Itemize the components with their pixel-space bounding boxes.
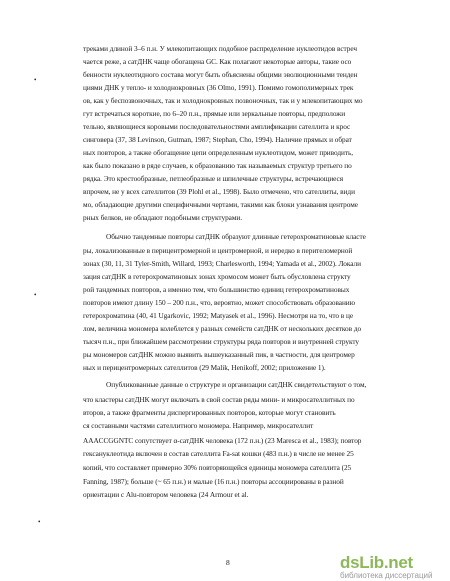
- watermark-logo: dsLib.net: [340, 553, 413, 572]
- text-line: синговера (37, 38 Levinson, Gutman, 1987; Stephan, Cho, 1994). Наличие прямых и обрат: [83, 135, 352, 144]
- watermark-subtitle: библиотека диссертаций: [340, 571, 433, 580]
- text-line: рядка. Это крестообразные, петлеобразные и шпилечные структуры, встречающиеся: [83, 174, 344, 183]
- text-line: рой тандемных повторов, а именно тем, что большинство единиц гетерохроматиновых: [83, 285, 350, 294]
- page-number: 8: [226, 558, 230, 567]
- text-line: бенности нуклеотидного состава могут быть объяснены общими эволюционными тенден: [83, 70, 358, 79]
- margin-dot: •: [38, 518, 41, 526]
- text-line: чается реже, а сатДНК чаще обогащена GC. Как полагают некоторые авторы, такие осо: [83, 57, 352, 66]
- text-line: повторов имеют длину 150 – 200 п.н., что, вероятно, может способствовать образованию: [83, 298, 356, 307]
- text-line: циями ДНК у тепло- и холоднокровных (36 Olmo, 1991). Помимо гомополимерных трек: [83, 83, 354, 92]
- text-line: треками длиной 3–6 п.н. У млекопитающих подобное распределение нуклеотидов встреч: [83, 44, 358, 53]
- text-line: гут встречаться короткие, по 6–20 п.н., прямые или зеркальные повторы, предположи: [83, 109, 346, 118]
- text-line: ры, локализованные в перицентромерной и центромерной, и нередко в перителомерной: [83, 246, 353, 255]
- text-line: гексануклеотида включен в состав сателлита Fa-sat кошки (483 п.н.) в числе не менее 25: [83, 449, 354, 458]
- text-line: ся составными частями сателлитного мономера. Например, микросателлит: [83, 421, 314, 430]
- text-line: лом, величина мономера колеблется у разных семейств сатДНК от нескольких десятков до: [83, 324, 362, 333]
- text-line: ных и перицентромерных сателлитов (29 Malik, Henikoff, 2002; приложение 1).: [83, 363, 326, 372]
- text-line: ориентации с Alu-повтором человека (24 Armour et al.: [83, 490, 249, 499]
- text-line: тысяч п.н., при ближайшем рассмотрении структуры ряда повторов и внутренней структу: [83, 337, 359, 346]
- text-line: Обычно тандемные повторы сатДНК образуют длинные гетерохроматиновые класте: [106, 232, 366, 241]
- text-line: ры мономеров сатДНК можно выявить вышеуказанный пик, в частности, для центромер: [83, 350, 355, 359]
- text-line: впрочем, не у всех сателлитов (39 Plohl et al., 1998). Было отмечено, что сателлиты, види: [83, 187, 355, 196]
- text-line: ных повторов, а также обогащение цепи определенным нуклеотидом, может приводить,: [83, 148, 354, 157]
- text-line: второв, а также фрагменты диспергированных повторов, которые могут становить: [83, 408, 336, 417]
- watermark: [340, 553, 448, 579]
- text-line: рных белков, не обладают подобными структурами.: [83, 213, 243, 222]
- text-line: зация сатДНК в гетерохроматиновых зонах хромосом может быть обусловлена структу: [83, 272, 351, 281]
- text-line: копий, что составляет примерно 30% повторяющейся единицы мономера сателлита (25: [83, 463, 352, 472]
- text-line: AAACCGGNTC сопутствует α-сатДНК человека (172 п.н.) (23 Maresca et al., 1983); повтор: [83, 436, 362, 445]
- text-line: мо, обладающие другими специфичными чертами, такими как блоки узнавания центроме: [83, 200, 358, 209]
- margin-dot: •: [34, 76, 37, 84]
- text-line: тельно, являющиеся коровыми последовательностями амплификации сателлита и крос: [83, 122, 351, 131]
- text-line: ов, как у беспозвоночных, так и холоднокровных позвоночных, так и у млекопитающих мо: [83, 96, 363, 105]
- text-line: Fanning, 1987); больше (~ 65 п.н.) и малые (16 п.н.) повторы ассоциированы в разной: [83, 477, 344, 486]
- text-line: что кластеры сатДНК могут включать в свой состав ряды мини- и микросателлитных по: [83, 395, 355, 404]
- margin-dot: •: [34, 291, 37, 299]
- text-line: как было показано в ряде случаев, к образованию так называемых структур третьего по: [83, 161, 352, 170]
- text-line: зонах (30, 11, 31 Tyler-Smith, Willard, 1993; Charlesworth, 1994; Yamada et al., 2002). Локали: [83, 259, 361, 268]
- text-line: Опубликованные данные о структуре и организации сатДНК свидетельствуют о том,: [106, 380, 367, 389]
- text-line: гетерохроматина (40, 41 Ugarkovic, 1992; Matyasek et al., 1996). Несмотря на то, что в це: [83, 311, 354, 320]
